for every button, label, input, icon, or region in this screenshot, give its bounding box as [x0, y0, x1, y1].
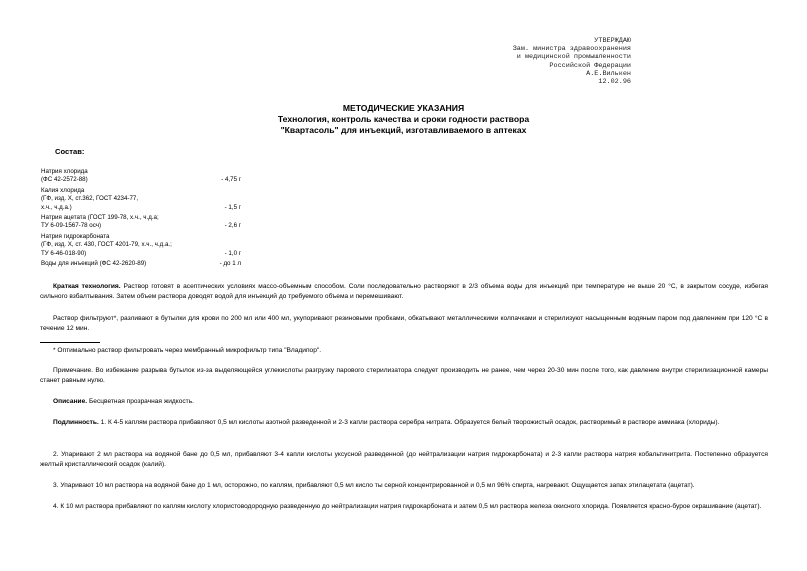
composition-heading: Состав:: [55, 147, 85, 156]
composition-amount: - 2,6 г: [224, 222, 241, 230]
approval-line: УТВЕРЖДАЮ: [594, 37, 631, 45]
approval-block: [513, 37, 631, 86]
title-line-1: МЕТОДИЧЕСКИЕ УКАЗАНИЯ: [342, 103, 465, 113]
composition-item: Воды для инъекций (ФС 42-2620-89) - до 1 л: [41, 260, 241, 268]
composition-item: Натрия ацетата (ГОСТ 199-78, х.ч., ч.д.а; ТУ 6-09-1567-78 осч) - 2,6 г: [41, 214, 241, 230]
footnote-divider: [40, 342, 100, 343]
technology-paragraph: Краткая технология. Раствор готовят в асептических условиях массо-объемным способом. Соли последовательно растворяют в 2/3 объема воды для инъекций при температуре не выше 20 °С, в закрытом сосуде, избегая сильного взбалтывания. Затем объем раствора доводят водой для инъекций до требуемого объема и перемешивают.: [40, 283, 769, 300]
footnote-paragraph: * Оптимально раствор фильтровать через мембранный микрофильтр типа "Владипор".: [53, 347, 322, 354]
composition-amount: - до 1 л: [219, 260, 241, 268]
identity-label: Подлинность.: [53, 419, 99, 426]
document-title: [0, 103, 807, 136]
filtration-paragraph: Раствор фильтруют*, разливают в бутылки для крови по 200 мл или 400 мл, укупоривают резиновыми пробками, обкатывают металлическими колпачками и стерилизуют насыщенным водяным паром под давлением при 120 °С в течение 12 мин.: [40, 315, 768, 332]
technology-label: Краткая технология.: [53, 283, 121, 290]
description-label: Описание.: [53, 398, 88, 405]
identity-paragraph-1: Подлинность. 1. К 4-5 каплям раствора прибавляют 0,5 мл кислоты азотной разведенной и 2-3 капли раствора серебра нитрата. Образуется белый творожистый осадок, растворимый в растворе аммиака (хлориды).: [53, 419, 720, 426]
identity-paragraph-2: 2. Упаривают 2 мл раствора на водяной бане до 0,5 мл, прибавляют 3-4 капли кислоты уксусной разведенной (до нейтрализации натрия гидрокарбоната) и 2-3 капли раствора натрия кобальтинитрита. Постепенно образуется желтый кристаллический осадок (калий).: [40, 451, 768, 468]
composition-amount: - 1,5 г: [224, 203, 241, 211]
title-line-3: "Квартасоль" для инъекций, изготавливаемого в аптеках: [280, 125, 527, 135]
approval-line: Зам. министра здравоохранения: [512, 45, 631, 54]
composition-item: Натрия хлорида (ФС 42-2572-88) - 4,75 г: [41, 168, 241, 184]
composition-list: [41, 168, 241, 268]
composition-item: Натрия гидрокарбоната (ГФ, изд. X, ст. 430, ГОСТ 4201-79, х.ч., ч.д.а.; ТУ 6-46-018-90) - 1,0 г: [41, 232, 241, 257]
description-paragraph: Описание. Бесцветная прозрачная жидкость.: [53, 398, 194, 405]
composition-amount: - 1,0 г: [224, 249, 241, 257]
note-paragraph: Примечание. Во избежание разрыва бутылок из-за выделяющейся углекислоты разгрузку парового стерилизатора следует производить не ранее, чем через 20-30 мин после того, как давление внутри стерилизационной камеры станет равным нулю.: [40, 367, 768, 384]
title-line-2: Технология, контроль качества и сроки годности раствора: [277, 114, 530, 124]
approval-line: 12.02.96: [598, 78, 631, 87]
approval-line: Российской Федерации: [549, 61, 631, 70]
composition-item: Калия хлорида (ГФ, изд. X, ст.362, ГОСТ 4234-77, х.ч., ч.д.а.) - 1,5 г: [41, 186, 241, 211]
identity-paragraph-4: 4. К 10 мл раствора прибавляют по каплям кислоту хлористоводородную разведенную до нейтрализации натрия гидрокарбоната и затем 0,5 мл раствора железа окисного хлорида. Появляется красно-бурое окрашивание (ацетат).: [53, 503, 762, 510]
approval-line: А.Е.Вилькен: [586, 69, 631, 78]
approval-line: и медицинской промышленности: [516, 53, 631, 62]
identity-paragraph-3: 3. Упаривают 10 мл раствора на водяной бане до 1 мл, осторожно, по каплям, прибавляют 0,5 мл кисло ты серной концентрированной и 0,5 мл 96% спирта, нагревают. Ощущается запах этилацетата (ацетат).: [53, 482, 695, 489]
composition-amount: - 4,75 г: [221, 176, 241, 184]
